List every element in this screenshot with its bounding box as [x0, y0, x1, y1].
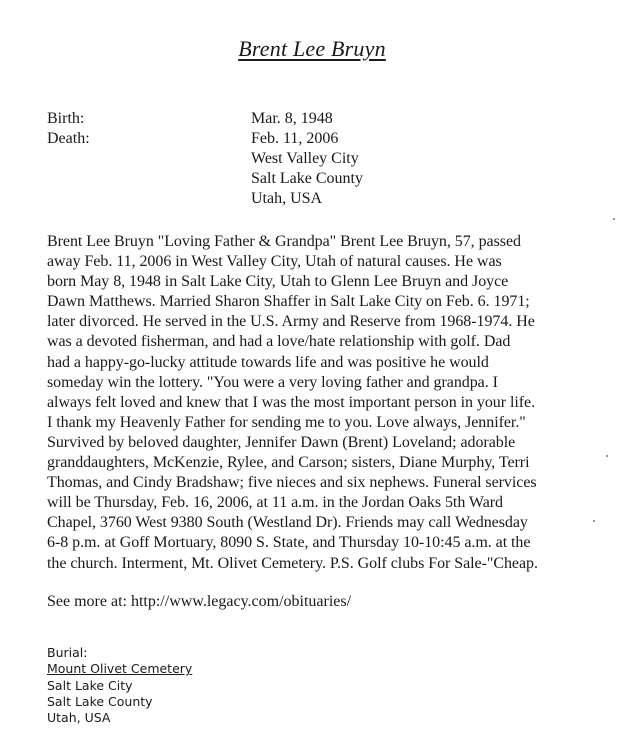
obituary-line: was a devoted fisherman, and had a love/hate relationship with golf. Dad: [47, 333, 511, 351]
scan-speck: [593, 520, 595, 522]
death-row: [47, 129, 363, 209]
death-date: Feb. 11, 2006: [251, 130, 339, 147]
obituary-text: [47, 232, 607, 574]
see-more-link-text: See more at: http://www.legacy.com/obituaries/: [47, 593, 352, 610]
death-state: Utah, USA: [251, 190, 323, 207]
birth-label: Birth:: [47, 110, 85, 127]
cemetery-link[interactable]: Mount Olivet Cemetery: [47, 661, 193, 677]
burial-label: Burial:: [47, 645, 88, 660]
burial-city: Salt Lake City: [47, 677, 133, 693]
burial-info: [47, 645, 192, 726]
death-city: West Valley City: [251, 150, 359, 167]
page-title: Brent Lee Bruyn: [238, 36, 386, 61]
scan-speck: [613, 218, 615, 220]
burial-county: Salt Lake County: [47, 693, 153, 709]
obituary-line: someday win the lottery. "You were a very loving father and grandpa. I: [47, 373, 498, 391]
obituary-line: always felt loved and knew that I was the most important person in your life.: [47, 393, 536, 411]
vital-facts: [47, 109, 363, 209]
obituary-line: Survived by beloved daughter, Jennifer Dawn (Brent) Loveland; adorable: [47, 433, 516, 451]
burial-state: Utah, USA: [47, 710, 111, 726]
obituary-line: granddaughters, McKenzie, Rylee, and Carson; sisters, Diane Murphy, Terri: [47, 454, 530, 472]
obituary-line: will be Thursday, Feb. 16, 2006, at 11 a.m. in the Jordan Oaks 5th Ward: [47, 494, 503, 512]
obituary-line: later divorced. He served in the U.S. Army and Reserve from 1968-1974. He: [47, 313, 535, 331]
birth-row: [47, 109, 363, 129]
obituary-line: Dawn Matthews. Married Sharon Shaffer in Salt Lake City on Feb. 6. 1971;: [47, 293, 530, 311]
birth-date: Mar. 8, 1948: [251, 110, 333, 127]
scan-speck: [606, 455, 608, 457]
obituary-line: Brent Lee Bruyn "Loving Father & Grandpa" Brent Lee Bruyn, 57, passed: [47, 233, 521, 250]
obituary-line: I thank my Heavenly Father for sending me to you. Love always, Jennifer.": [47, 413, 526, 431]
death-county: Salt Lake County: [251, 170, 363, 187]
obituary-line: away Feb. 11, 2006 in West Valley City, Utah of natural causes. He was: [47, 253, 502, 271]
obituary-line: the church. Interment, Mt. Olivet Cemetery. P.S. Golf clubs For Sale-"Cheap.: [47, 554, 538, 572]
obituary-line: born May 8, 1948 in Salt Lake City, Utah to Glenn Lee Bruyn and Joyce: [47, 273, 509, 291]
death-details: [251, 129, 363, 209]
obituary-line: Thomas, and Cindy Bradshaw; five nieces and six nephews. Funeral services: [47, 474, 537, 492]
obituary-line: had a happy-go-lucky attitude towards life and was positive he would: [47, 353, 489, 371]
death-label: Death:: [47, 130, 90, 147]
obituary-line: Chapel, 3760 West 9380 South (Westland Dr). Friends may call Wednesday: [47, 514, 528, 532]
obituary-line: 6-8 p.m. at Goff Mortuary, 8090 S. State, and Thursday 10-10:45 a.m. at the: [47, 534, 531, 552]
